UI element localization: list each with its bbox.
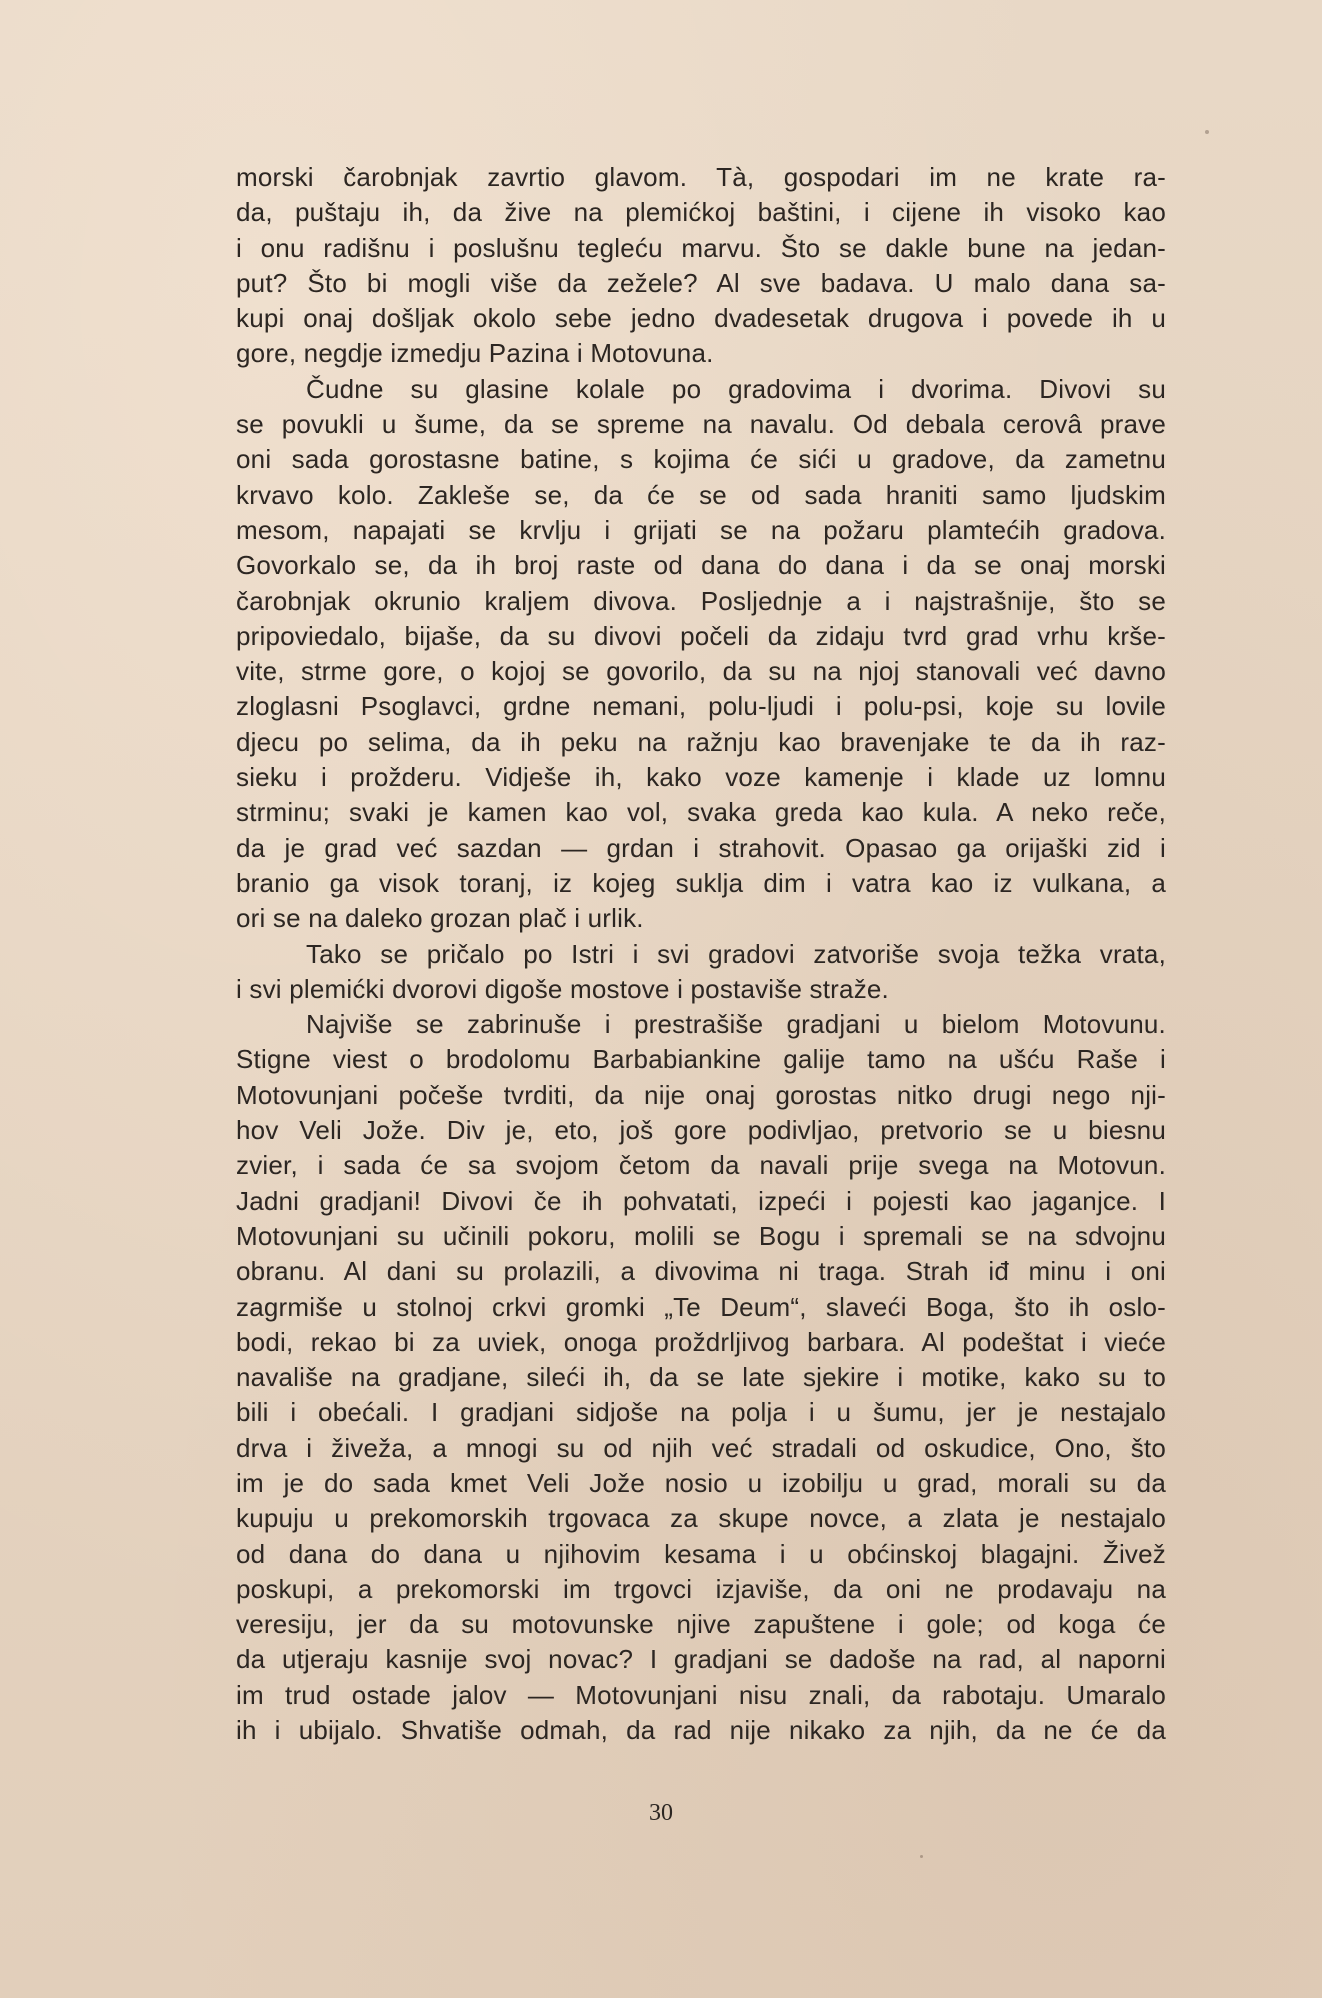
page-number: 30 bbox=[649, 1800, 673, 1826]
text-line: Jadni gradjani! Divovi če ih pohvatati, izpeći i pojesti kao jaganjce. I bbox=[236, 1185, 1166, 1216]
text-line: veresiju, jer da su motovunske njive zapuštene i gole; od koga će bbox=[236, 1609, 1166, 1640]
text-line: im trud ostade jalov — Motovunjani nisu znali, da rabotaju. Umaralo bbox=[236, 1679, 1166, 1710]
text-line: hov Veli Jože. Div je, eto, još gore podivljao, pretvorio se u biesnu bbox=[236, 1115, 1166, 1146]
text-line: zagrmiše u stolnoj crkvi gromki „Te Deum“, slaveći Boga, što ih oslo- bbox=[236, 1291, 1166, 1322]
text-line: navališe na gradjane, sileći ih, da se late sjekire i motike, kako su to bbox=[236, 1362, 1166, 1393]
text-line: vite, strme gore, o kojoj se govorilo, da su na njoj stanovali već davno bbox=[236, 656, 1166, 687]
text-line: da, puštaju ih, da žive na plemićkoj baštini, i cijene ih visoko kao bbox=[236, 197, 1166, 228]
text-line: kupuju u prekomorskih trgovaca za skupe novce, a zlata je nestajalo bbox=[236, 1503, 1166, 1534]
text-line: Motovunjani počeše tvrditi, da nije onaj gorostas nitko drugi nego nji- bbox=[236, 1079, 1166, 1110]
text-line: zloglasni Psoglavci, grdne nemani, polu-ljudi i polu-psi, koje su lovile bbox=[236, 691, 1166, 722]
text-line: čarobnjak okrunio kraljem divova. Posljednje a i najstrašnije, što se bbox=[236, 585, 1166, 616]
text-line: Motovunjani su učinili pokoru, molili se Bogu i spremali se na sdvojnu bbox=[236, 1220, 1166, 1251]
text-line: morski čarobnjak zavrtio glavom. Tà, gospodari im ne krate ra- bbox=[236, 162, 1166, 192]
text-line: se povukli u šume, da se spreme na navalu. Od debala cerovâ prave bbox=[236, 409, 1166, 440]
text-line: drva i živeža, a mnogi su od njih već stradali od oskudice, Ono, što bbox=[236, 1432, 1166, 1463]
text-line: oni sada gorostasne batine, s kojima će sići u gradove, da zametnu bbox=[236, 444, 1166, 475]
text-line: zvier, i sada će sa svojom četom da navali prije svega na Motovun. bbox=[236, 1150, 1166, 1181]
text-line: mesom, napajati se krvlju i grijati se na požaru plamtećih gradova. bbox=[236, 514, 1166, 545]
text-line: bodi, rekao bi za uviek, onoga proždrljivog barbara. Al podeštat i vieće bbox=[236, 1326, 1166, 1357]
text-line: da utjeraju kasnije svoj novac? I gradjani se dadoše na rad, al naporni bbox=[236, 1644, 1166, 1675]
text-line: strminu; svaki je kamen kao vol, svaka greda kao kula. A neko reče, bbox=[236, 797, 1166, 828]
text-line: Govorkalo se, da ih broj raste od dana do dana i da se onaj morski bbox=[236, 550, 1166, 581]
text-line: obranu. Al dani su prolazili, a divovima ni traga. Strah iđ minu i oni bbox=[236, 1256, 1166, 1287]
body-text bbox=[236, 160, 1166, 1748]
text-line: Tako se pričalo po Istri i svi gradovi zatvoriše svoja težka vrata, bbox=[306, 938, 1166, 969]
text-line: branio ga visok toranj, iz kojeg suklja dim i vatra kao iz vulkana, a bbox=[236, 867, 1166, 898]
text-line: Najviše se zabrinuše i prestrašiše gradjani u bielom Motovunu. bbox=[306, 1009, 1166, 1040]
text-line: od dana do dana u njihovim kesama i u obćinskoj blagajni. Živež bbox=[236, 1538, 1166, 1569]
paper-speck bbox=[920, 1855, 923, 1858]
text-line: gore, negdje izmedju Pazina i Motovuna. bbox=[236, 338, 714, 369]
text-line: im je do sada kmet Veli Jože nosio u izobilju u grad, morali su da bbox=[236, 1467, 1166, 1498]
text-line: poskupi, a prekomorski im trgovci izjaviše, da oni ne prodavaju na bbox=[236, 1573, 1166, 1604]
text-line: pripoviedalo, bijaše, da su divovi počeli da zidaju tvrd grad vrhu krše- bbox=[236, 620, 1166, 651]
text-line: djecu po selima, da ih peku na ražnju kao bravenjake te da ih raz- bbox=[236, 726, 1166, 757]
text-line: kupi onaj došljak okolo sebe jedno dvadesetak drugova i povede ih u bbox=[236, 303, 1166, 334]
text-line: Stigne viest o brodolomu Barbabiankine galije tamo na ušću Raše i bbox=[236, 1044, 1166, 1075]
text-line: ih i ubijalo. Shvatiše odmah, da rad nije nikako za njih, da ne će da bbox=[236, 1715, 1166, 1746]
text-line: Čudne su glasine kolale po gradovima i dvorima. Divovi su bbox=[306, 373, 1166, 404]
text-line: da je grad već sazdan — grdan i strahovit. Opasao ga orijaški zid i bbox=[236, 832, 1166, 863]
text-line: ori se na daleko grozan plač i urlik. bbox=[236, 903, 644, 934]
text-line: i svi plemićki dvorovi digoše mostove i postaviše straže. bbox=[236, 973, 889, 1004]
paper-speck bbox=[1205, 130, 1209, 134]
text-line: krvavo kolo. Zakleše se, da će se od sada hraniti samo ljudskim bbox=[236, 479, 1166, 510]
text-line: bili i obećali. I gradjani sidjoše na polja i u šumu, jer je nestajalo bbox=[236, 1397, 1166, 1428]
text-line: put? Što bi mogli više da zežele? Al sve badava. U malo dana sa- bbox=[236, 267, 1166, 298]
text-line: i onu radišnu i poslušnu tegleću marvu. Što se dakle bune na jedan- bbox=[236, 232, 1166, 263]
text-line: sieku i prožderu. Vidješe ih, kako voze kamenje i klade uz lomnu bbox=[236, 762, 1166, 793]
